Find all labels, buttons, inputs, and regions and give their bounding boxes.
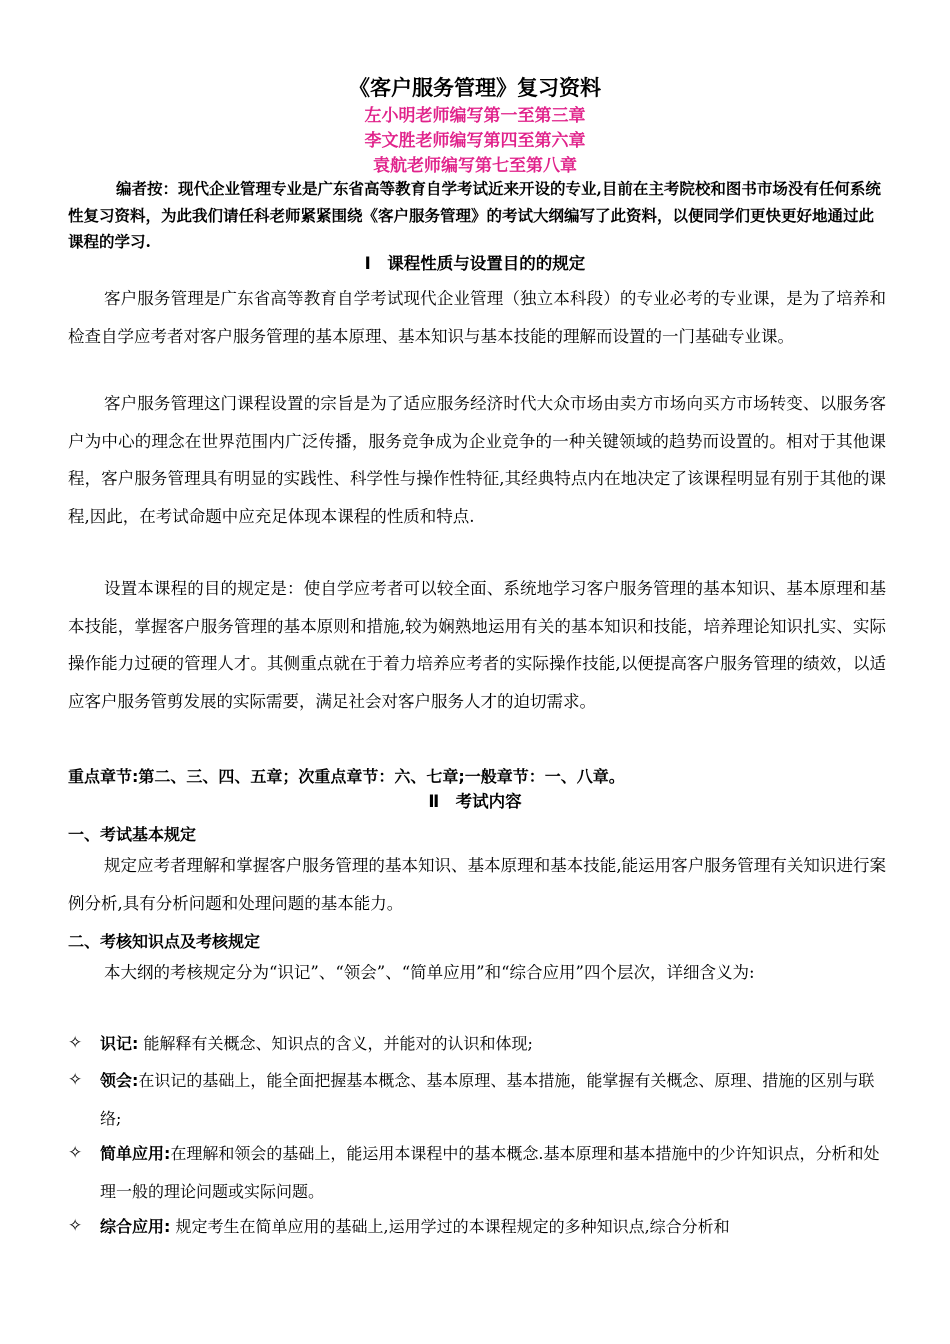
bullet-term: 综合应用: xyxy=(100,1217,171,1236)
section-1-heading: Ⅰ 课程性质与设置目的的规定 xyxy=(364,254,586,273)
paragraph-course-goal: 设置本课程的目的规定是：使自学应考者可以较全面、系统地学习客户服务管理的基本知识、基本原理和基本技能，掌握客户服务管理的基本原则和措施,较为娴熟地运用有关的基本知识和技能，培养理论知识扎实、实际操作能力过硬的管理人才。其侧重点就在于着力培养应考者的实际操作技能,以便提高客户服务管理的绩效，以适应客户服务管剪发展的实际需要，满足社会对客户服务人才的迫切需求。 xyxy=(68,579,886,711)
author-line-3: 袁航老师编写第七至第八章 xyxy=(373,156,577,176)
key-chapters: 重点章节:第二、三、四、五章；次重点章节：六、七章;一般章节：一、八章。 xyxy=(68,767,625,786)
subsection-2-paragraph: 本大纲的考核规定分为“识记”、“领会”、“简单应用”和“综合应用”四个层次，详细含义为: xyxy=(104,963,755,982)
bullet-text: 在识记的基础上，能全面把握基本概念、基本原理、基本措施，能掌握有关概念、原理、措施的区别与联络; xyxy=(100,1071,875,1128)
diamond-bullet-icon: ✧ xyxy=(68,1143,83,1163)
subsection-1-paragraph: 规定应考者理解和掌握客户服务管理的基本知识、基本原理和基本技能,能运用客户服务管理有关知识进行案例分析,具有分析问题和处理问题的基本能力。 xyxy=(68,856,886,913)
bullet-term: 识记: xyxy=(100,1034,139,1053)
subsection-1-heading: 一、考试基本规定 xyxy=(68,825,197,844)
bullet-term: 简单应用: xyxy=(100,1144,171,1163)
paragraph-course-purpose: 客户服务管理这门课程设置的宗旨是为了适应服务经济时代大众市场由卖方市场向买方市场转变、以服务客户为中心的理念在世界范围内广泛传播，服务竞争成为企业竞争的一种关键领域的趋势而设置的。相对于其他课程，客户服务管理具有明显的实践性、科学性与操作性特征,其经典特点内在地决定了该课程明显有别于其他的课程,因此，在考试命题中应充足体现本课程的性质和特点. xyxy=(68,394,886,526)
document-title: 《客户服务管理》复习资料 xyxy=(349,76,601,100)
section-2-heading: Ⅱ 考试内容 xyxy=(428,792,522,811)
author-line-1: 左小明老师编写第一至第三章 xyxy=(364,106,586,126)
diamond-bullet-icon: ✧ xyxy=(68,1070,83,1090)
author-line-2: 李文胜老师编写第四至第六章 xyxy=(364,131,586,151)
diamond-bullet-icon: ✧ xyxy=(68,1033,83,1053)
bullet-item xyxy=(68,1135,892,1210)
paragraph-course-nature: 客户服务管理是广东省高等教育自学考试现代企业管理（独立本科段）的专业必考的专业课，是为了培养和检查自学应考者对客户服务管理的基本原理、基本知识与基本技能的理解而设置的一门基础专业课。 xyxy=(68,289,886,346)
bullet-item xyxy=(68,1062,892,1137)
bullet-item xyxy=(68,1025,892,1063)
editor-note-text: 编者按：现代企业管理专业是广东省高等教育自学考试近来开设的专业,目前在主考院校和图书市场没有任何系统性复习资料，为此我们请任科老师紧紧围绕《客户服务管理》的考试大纲编写了此资料，以便同学们更快更好地通过此课程的学习. xyxy=(68,179,881,251)
bullet-term: 领会: xyxy=(100,1071,139,1090)
bullet-text: 规定考生在简单应用的基础上,运用学过的本课程规定的多种知识点,综合分析和 xyxy=(175,1217,730,1236)
editor-note xyxy=(68,176,888,256)
bullet-text: 在理解和领会的基础上，能运用本课程中的基本概念.基本原理和基本措施中的少许知识点，分析和处理一般的理论问题或实际问题。 xyxy=(100,1144,880,1201)
bullet-text: 能解释有关概念、知识点的含义，并能对的认识和体现; xyxy=(143,1034,533,1053)
diamond-bullet-icon: ✧ xyxy=(68,1216,83,1236)
bullet-item xyxy=(68,1208,892,1246)
subsection-2-heading: 二、考核知识点及考核规定 xyxy=(68,932,261,951)
